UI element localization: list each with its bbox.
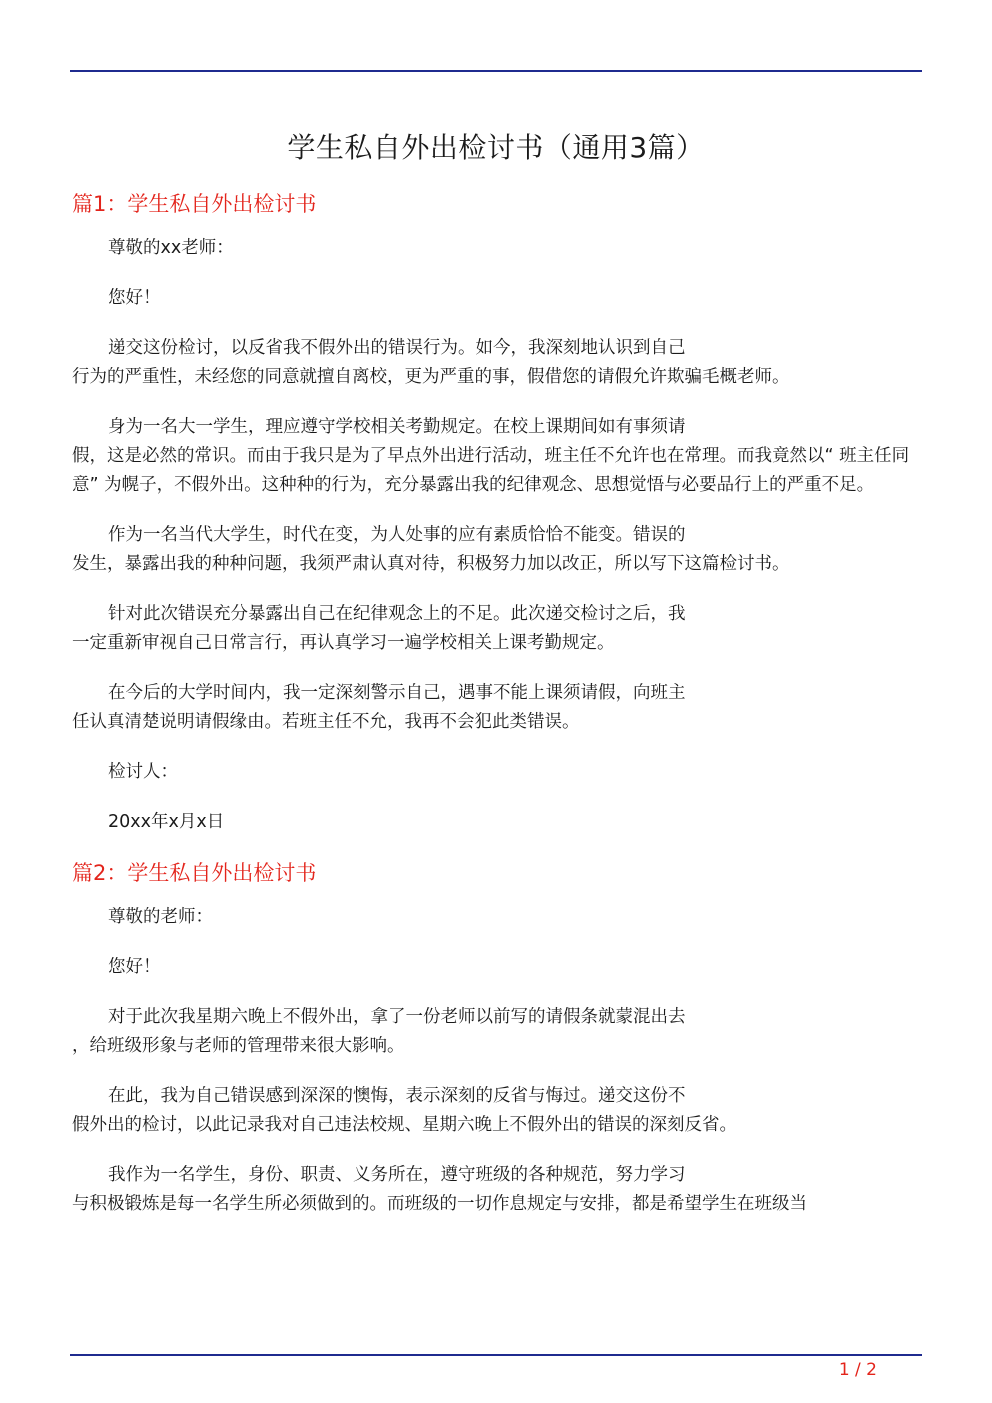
paragraph: 在今后的大学时间内，我一定深刻警示自己，遇事不能上课须请假，向班主 任认真清楚说明请假缘由。若班主任不允，我再不会犯此类错误。 xyxy=(72,683,686,732)
paragraph: 身为一名大一学生，理应遵守学校相关考勤规定。在校上课期间如有事须请 假，这是必然的常识。而由于我只是为了早点外出进行活动，班主任不允许也在常理。而我竟然以“ 班主任同意” 为幌子，不假外出。这种种的行为，充分暴露出我的纪律观念、思想觉悟与必要品行上的严重不足。 xyxy=(72,417,910,495)
paragraph: 我作为一名学生，身份、职责、义务所在，遵守班级的各种规范，努力学习 与积极锻炼是每一名学生所必须做到的。而班级的一切作息规定与安排，都是希望学生在班级当 xyxy=(72,1165,807,1214)
header-rule xyxy=(70,70,922,72)
paragraph-signature: 检讨人： xyxy=(108,762,178,782)
paragraph-greeting: 您好！ xyxy=(108,288,161,308)
document-body xyxy=(72,186,914,1219)
paragraph: 递交这份检讨，以反省我不假外出的错误行为。如今，我深刻地认识到自己 行为的严重性，未经您的同意就擅自离校，更为严重的事，假借您的请假允许欺骗毛概老师。 xyxy=(72,338,790,387)
document-title: 学生私自外出检讨书（通用3篇） xyxy=(287,131,705,164)
section-heading-2: 篇2：学生私自外出检讨书 xyxy=(72,861,317,885)
footer-rule xyxy=(70,1354,922,1356)
paragraph: 针对此次错误充分暴露出自己在纪律观念上的不足。此次递交检讨之后，我 一定重新审视自己日常言行，再认真学习一遍学校相关上课考勤规定。 xyxy=(72,604,686,653)
section-heading-1: 篇1：学生私自外出检讨书 xyxy=(72,192,317,216)
paragraph: 在此，我为自己错误感到深深的懊悔，表示深刻的反省与悔过。递交这份不 假外出的检讨，以此记录我对自己违法校规、星期六晚上不假外出的错误的深刻反省。 xyxy=(72,1086,737,1135)
page-number: 1 / 2 xyxy=(838,1360,877,1380)
paragraph-date: 20xx年x月x日 xyxy=(108,812,225,832)
paragraph-greeting: 您好！ xyxy=(108,957,161,977)
paragraph-salutation: 尊敬的xx老师： xyxy=(108,238,234,258)
paragraph-salutation: 尊敬的老师： xyxy=(108,907,213,927)
paragraph: 作为一名当代大学生，时代在变，为人处事的应有素质恰恰不能变。错误的 发生，暴露出我的种种问题，我须严肃认真对待，积极努力加以改正，所以写下这篇检讨书。 xyxy=(72,525,790,574)
paragraph: 对于此次我星期六晚上不假外出，拿了一份老师以前写的请假条就蒙混出去 ，给班级形象与老师的管理带来很大影响。 xyxy=(72,1007,686,1056)
